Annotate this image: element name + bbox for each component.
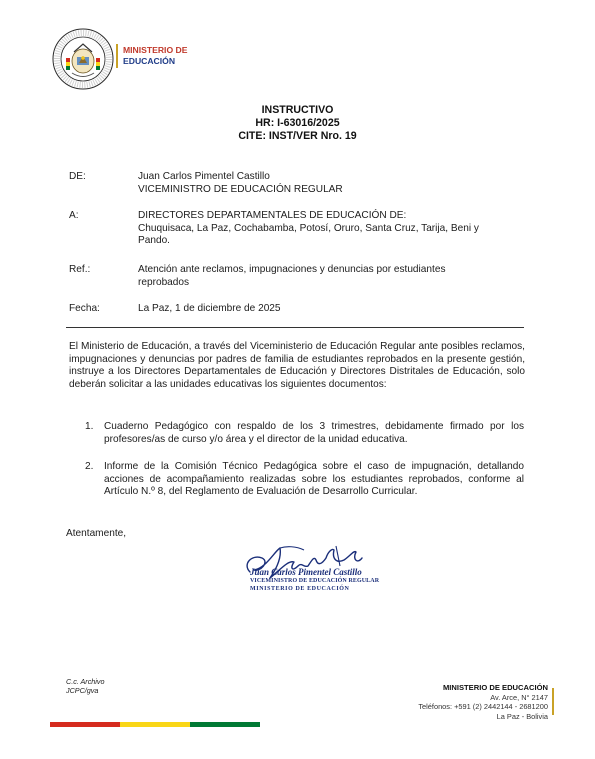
field-de-name: Juan Carlos Pimentel Castillo bbox=[138, 171, 270, 182]
header-divider bbox=[66, 327, 524, 328]
stamp-org: MINISTERIO DE EDUCACIÓN bbox=[250, 586, 350, 592]
field-ref-line1: Atención ante reclamos, impugnaciones y denuncias por estudiantes bbox=[138, 264, 446, 275]
list-item-number: 2. bbox=[85, 461, 94, 472]
copy-note bbox=[66, 677, 104, 695]
title-hr: HR: I-63016/2025 bbox=[255, 117, 340, 130]
cc-archive: C.c. Archivo bbox=[66, 677, 105, 686]
footer-address: Av. Arce, N° 2147 bbox=[490, 692, 548, 702]
footer-divider bbox=[552, 688, 554, 715]
field-fecha-label: Fecha: bbox=[69, 303, 100, 314]
footer-org: MINISTERIO DE EDUCACIÓN bbox=[442, 683, 548, 692]
flag-yellow-band bbox=[120, 722, 190, 727]
flag-green-band bbox=[190, 722, 260, 727]
field-ref-label: Ref.: bbox=[69, 264, 91, 275]
list-item-text: Informe de la Comisión Técnico Pedagógica sobre el caso de impugnación, detallando acciones de acompañamiento realizadas sobre los estudiantes reprobados, conforme al Artículo N.º 8, del Reglamento de Evaluación de Desarrollo Curricular. bbox=[104, 461, 524, 498]
field-de-role: VICEMINISTRO DE EDUCACIÓN REGULAR bbox=[138, 183, 343, 195]
body-paragraph: El Ministerio de Educación, a través del Viceministerio de Educación Regular ante posibles reclamos, impugnaciones y denuncias por padres de familia de estudiantes reprobados en la presente gestión, instruye a los Directores Departamentales de Educación y Directores Distritales de Educación, solo deberán solicitar a las unidades educativas los siguientes documentos: bbox=[69, 341, 525, 390]
cc-initials: JCPC/gva bbox=[66, 686, 99, 695]
document-title bbox=[0, 104, 595, 144]
footer-contact bbox=[418, 683, 548, 721]
presidential-seal-icon bbox=[52, 28, 114, 90]
ministry-name-line1: MINISTERIO DE bbox=[123, 45, 188, 55]
flag-stripe bbox=[50, 722, 260, 727]
field-a-label: A: bbox=[69, 210, 79, 221]
field-ref-line2: reprobados bbox=[138, 276, 190, 288]
field-a-line1: DIRECTORES DEPARTAMENTALES DE EDUCACIÓN DE: bbox=[138, 210, 407, 221]
field-a-line3: Pando. bbox=[138, 235, 170, 247]
field-a-line2: Chuquisaca, La Paz, Cochabamba, Potosí, Oruro, Santa Cruz, Tarija, Beni y bbox=[138, 222, 479, 234]
stamp-role: VICEMINISTRO DE EDUCACIÓN REGULAR bbox=[250, 578, 380, 584]
list-item-number: 1. bbox=[85, 421, 94, 432]
field-de-label: DE: bbox=[69, 171, 86, 182]
ministry-name-line2: EDUCACIÓN bbox=[123, 56, 176, 66]
footer-city: La Paz - Bolivia bbox=[496, 711, 548, 721]
footer-phones: Teléfonos: +591 (2) 2442144 - 2681200 bbox=[418, 702, 548, 712]
field-fecha-value: La Paz, 1 de diciembre de 2025 bbox=[138, 303, 281, 314]
title-cite: CITE: INST/VER Nro. 19 bbox=[238, 130, 357, 143]
list-item-text: Cuaderno Pedagógico con respaldo de los 3 trimestres, debidamente firmado por los profesores/as de curso y/o área y el director de la unidad educativa. bbox=[104, 421, 524, 445]
ministry-divider bbox=[116, 44, 118, 68]
signature-stamp bbox=[250, 567, 379, 593]
flag-red-band bbox=[50, 722, 120, 727]
stamp-name: Juan Carlos Pimentel Castillo bbox=[250, 567, 362, 577]
title-type: INSTRUCTIVO bbox=[261, 104, 334, 116]
closing-salutation: Atentamente, bbox=[66, 528, 127, 539]
